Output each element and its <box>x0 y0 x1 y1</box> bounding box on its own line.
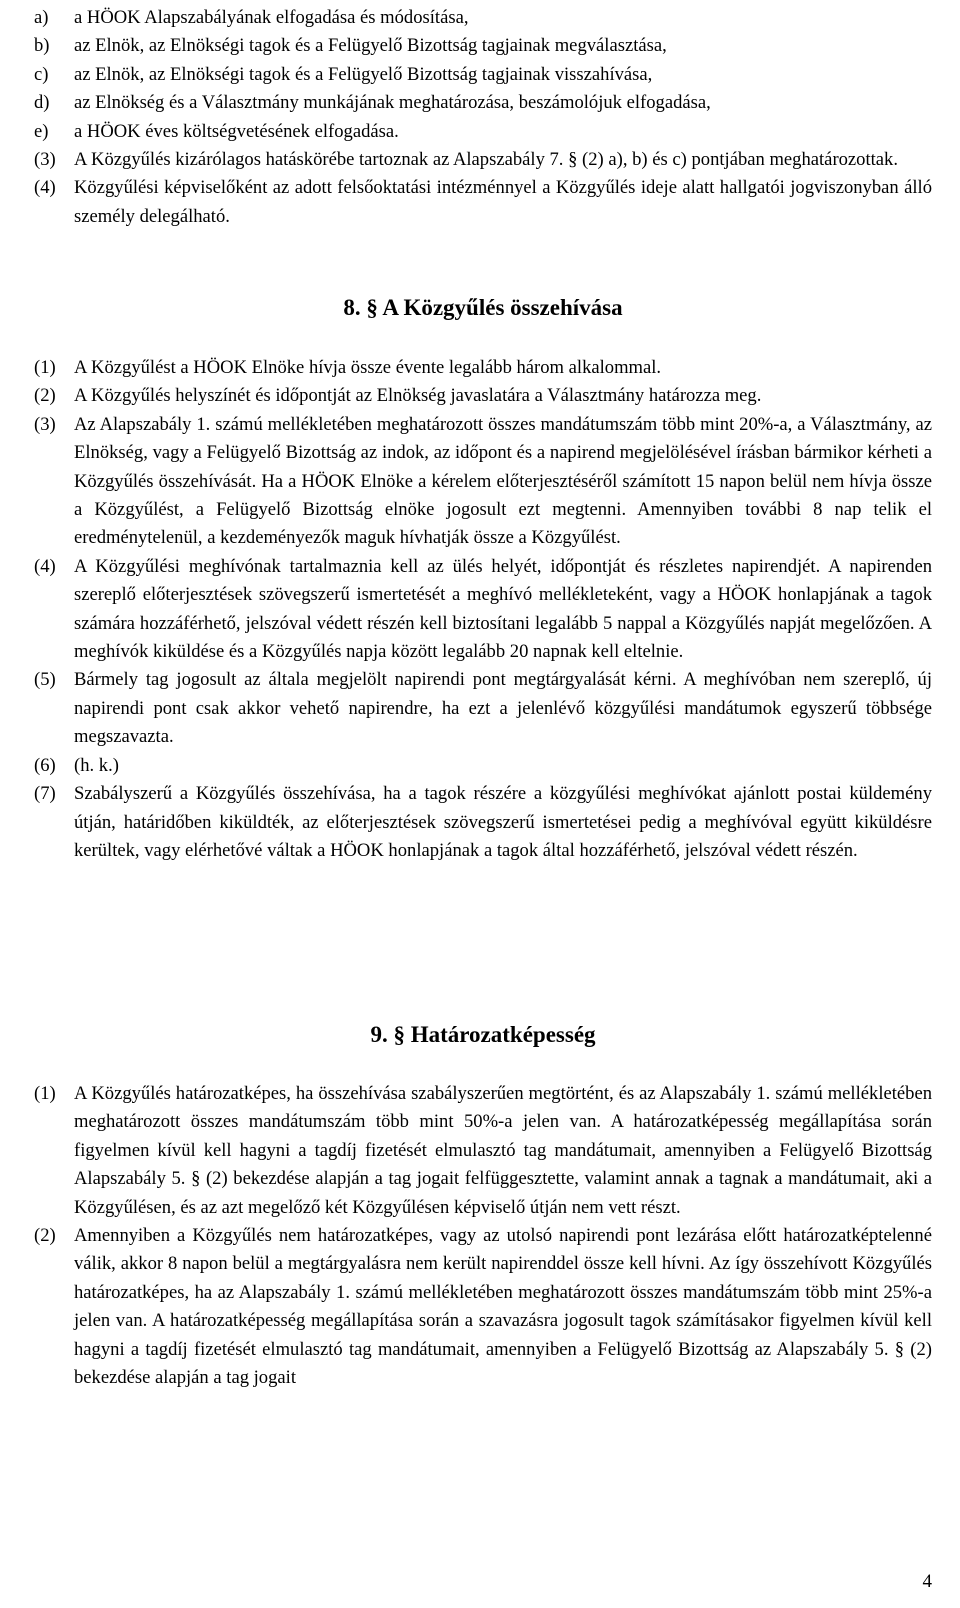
paragraph: (1) A Közgyűlést a HÖOK Elnöke hívja össze évente legalább három alkalommal. <box>34 357 662 378</box>
paragraph: (2) Amennyiben a Közgyűlés nem határozatképes, vagy az utolsó napirendi pont lezárása előtt határozatképtelenné válik, akkor 8 napon belül a megtárgyalásra nem került napirenddel össze kell hívni. Az így összehívott Közgyűlés határozatképes, ha az Alapszabály 1. számú mellékletében meghatározott összes mandátumszám több mint 25%-a jelen van. A határozatképesség megállapítása során a szavazásra jogosult tagok számításakor figyelmen kívül kell hagyni a tagdíj fizetését elmulasztó tag mandátumait, amennyiben a Felügyelő Bizottság az Alapszabály 5. § (2) bekezdése alapján a tag jogait <box>34 1225 932 1389</box>
page-number: 4 <box>922 1571 932 1592</box>
list-item: e) a HÖOK éves költségvetésének elfogadása. <box>34 120 399 142</box>
list-item: b) az Elnök, az Elnökségi tagok és a Felügyelő Bizottság tagjainak megválasztása, <box>34 35 667 57</box>
list-item: d) az Elnökség és a Választmány munkájának meghatározása, beszámolójuk elfogadása, <box>34 92 711 114</box>
section-9-body <box>34 1080 932 1392</box>
paragraph: (3) Az Alapszabály 1. számú mellékletében meghatározott összes mandátumszám több mint 20%-a, a Választmány, az Elnökség, vagy a Felügyelő Bizottság az indok, az időpont és a napirend megjelölésével írásban bármikor kérheti a Közgyűlés összehívását. Ha a HÖOK Elnöke a kérelem előterjesztéséről számított 15 napon belül nem hívja össze a Közgyűlést, a Felügyelő Bizottság elnöke jogosult ezt megtenni. Amennyiben további 8 nap telik el eredménytelenül, a kezdeményezők maguk hívhatják össze a Közgyűlést. <box>34 413 932 549</box>
paragraph: (3) A Közgyűlés kizárólagos hatáskörébe tartoznak az Alapszabály 7. § (2) a), b) és c) pontjában meghatározottak. <box>34 149 899 171</box>
paragraph: (4) Közgyűlési képviselőként az adott felsőoktatási intézménnyel a Közgyűlés ideje alatt hallgatói jogviszonyban álló személy delegálható. <box>34 177 932 227</box>
paragraph: (7) Szabályszerű a Közgyűlés összehívása, ha a tagok részére a közgyűlési meghívókat ajánlott postai küldemény útján, határidőben kiküldték, az előterjesztések szövegszerű ismertetései pedig a meghívóval együtt kiküldésre kerültek, vagy elérhetővé váltak a HÖOK honlapjának a tagok által hozzáférhető, jelszóval védett részén. <box>34 783 932 861</box>
paragraph: (5) Bármely tag jogosult az általa megjelölt napirendi pont megtárgyalását kérni. A meghívóban nem szereplő, új napirendi pont csak akkor vehető napirendre, ha ezt a jelenlévő közgyűlési mandátumok egyszerű többsége megszavazta. <box>34 669 932 748</box>
list-item: c) az Elnök, az Elnökségi tagok és a Felügyelő Bizottság tagjainak visszahívása, <box>34 63 653 85</box>
paragraph: (1) A Közgyűlés határozatképes, ha összehívása szabályszerűen megtörtént, és az Alapszabály 1. számú mellékletében meghatározott összes mandátumszám több mint 50%-a jelen van. A határozatképesség megállapítása során figyelmen kívül kell hagyni a tagdíj fizetését elmulasztó tag mandátumait, amennyiben a Felügyelő Bizottság Alapszabály 5. § (2) bekezdése alapján a tag jogait felfüggesztette, valamint annak a tagnak a mandátumait, aki a Közgyűlésen, és az azt megelőző két Közgyűlésen képviselő útján nem vett részt. <box>34 1083 932 1218</box>
paragraph: (4) A Közgyűlési meghívónak tartalmaznia kell az ülés helyét, időpontját és részletes napirendjét. A napirenden szereplő előterjesztések szövegszerű ismertetését a meghívó mellékleteként, vagy a HÖOK honlapjának a tagok számára hozzáférhető, jelszóval védett részén kell biztosítani legalább 5 nappal a Közgyűlés napját megelőzően. A meghívók kiküldése és a Közgyűlés napja között legalább 20 napnak kell eltelnie. <box>34 555 932 663</box>
competence-list <box>34 4 932 146</box>
intro-block <box>34 4 932 231</box>
list-item: a) a HÖOK Alapszabályának elfogadása és módosítása, <box>34 7 469 28</box>
paragraph: (2) A Közgyűlés helyszínét és időpontját az Elnökség javaslatára a Választmány határozza meg. <box>34 385 762 407</box>
paragraph: (6) (h. k.) <box>34 754 119 776</box>
section-8-heading: 8. § A Közgyűlés összehívása <box>343 295 623 320</box>
section-8-body <box>34 354 932 865</box>
section-9-heading: 9. § Határozatképesség <box>370 1022 596 1047</box>
